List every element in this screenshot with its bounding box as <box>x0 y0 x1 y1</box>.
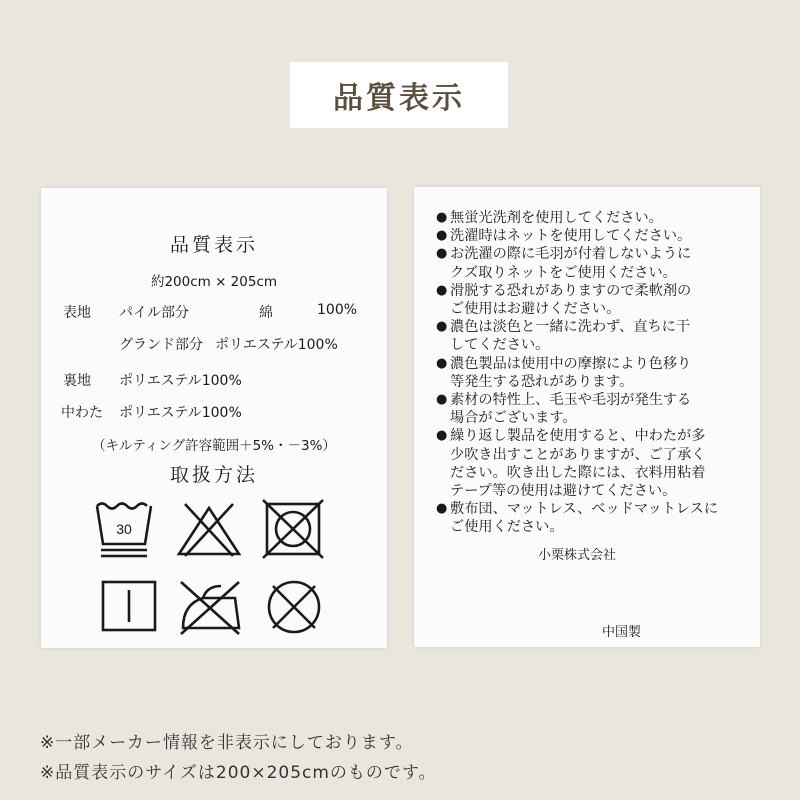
bullet-icon: ● <box>436 501 448 517</box>
care-instruction-text <box>450 282 691 318</box>
care-instruction-item <box>436 391 756 427</box>
care-title: 取扱方法 <box>169 464 258 486</box>
footnote-size-note: ※品質表示のサイズは200×205cmのものです。 <box>40 763 437 783</box>
no-dry-clean-icon <box>263 576 325 638</box>
ground-value: ポリエステル100% <box>215 337 338 353</box>
pile-material: 綿 <box>259 305 273 321</box>
care-instructions-list <box>436 209 756 537</box>
back-value: ポリエステル100% <box>119 373 242 389</box>
care-instruction-line: 等発生する恐れがあります。 <box>450 373 634 390</box>
pile-percent: 100% <box>317 302 358 318</box>
care-instruction-line: 敷布団、マットレス、ベッドマットレスに <box>450 501 719 518</box>
no-bleach-icon <box>175 502 243 558</box>
care-instruction-item <box>436 355 756 391</box>
label-title: 品質表示 <box>169 234 258 256</box>
wash-30-icon <box>93 500 155 560</box>
title-banner <box>290 62 508 128</box>
care-instruction-line: 滑脱する恐れがありますので柔軟剤の <box>450 282 692 299</box>
care-instruction-line: 繰り返し製品を使用すると、中わたが多 <box>450 428 706 445</box>
label-size: 約200cm × 205cm <box>150 274 278 290</box>
care-instruction-item <box>436 427 756 500</box>
care-instruction-item <box>436 282 756 318</box>
back-label: 裏地 <box>63 373 91 389</box>
bullet-icon: ● <box>436 246 448 262</box>
care-instruction-text <box>450 391 691 427</box>
bullet-icon: ● <box>436 428 448 444</box>
no-iron-icon <box>173 578 245 636</box>
bullet-icon: ● <box>436 282 448 298</box>
care-instruction-line: ださい。吹き出した際には、衣料用粘着 <box>450 464 706 481</box>
care-instruction-text <box>450 227 691 245</box>
country-of-origin: 中国製 <box>602 625 642 640</box>
care-instruction-item <box>436 209 756 227</box>
bullet-icon: ● <box>436 228 448 244</box>
care-instruction-line: 場合がございます。 <box>450 410 577 427</box>
care-instruction-line: 少吹き出すことがありますが、ご了承く <box>450 446 706 463</box>
no-tumble-dry-icon <box>261 498 325 560</box>
care-instruction-text <box>450 318 690 354</box>
care-instruction-item <box>436 500 756 536</box>
care-instruction-line: テープ等の使用は避けてください。 <box>450 483 677 500</box>
care-instruction-line: お洗濯の際に毛羽が付着しないように <box>450 246 692 263</box>
care-instruction-line: してください。 <box>450 337 550 354</box>
filling-value: ポリエステル100% <box>119 405 242 421</box>
care-instruction-line: 素材の特性上、毛玉や毛羽が発生する <box>450 392 692 409</box>
care-instruction-item <box>436 227 756 245</box>
quality-label-right <box>414 187 760 647</box>
care-instruction-line: 洗濯時はネットを使用してください。 <box>450 228 692 245</box>
filling-label: 中わた <box>61 405 103 421</box>
company-name: 小栗株式会社 <box>538 548 617 563</box>
line-dry-icon <box>99 578 159 634</box>
care-instruction-text <box>450 355 691 391</box>
care-instruction-item <box>436 245 756 281</box>
care-instruction-text <box>450 245 691 281</box>
bullet-icon: ● <box>436 319 448 335</box>
care-instruction-line: 無蛍光洗剤を使用してください。 <box>450 210 663 226</box>
care-instruction-item <box>436 318 756 354</box>
tolerance-note: （キルティング許容範囲＋5%・－3%） <box>92 438 336 454</box>
care-instruction-line: 濃色は淡色と一緒に洗わず、直ちに干 <box>450 319 691 336</box>
bullet-icon: ● <box>436 392 448 408</box>
footnote-hidden-info: ※一部メーカー情報を非表示にしております。 <box>40 733 414 753</box>
wash-temp-text: 30 <box>116 521 132 537</box>
quality-label-left <box>41 188 387 648</box>
care-instruction-line: ご使用はお避けください。 <box>450 301 621 318</box>
banner-title: 品質表示 <box>333 81 465 116</box>
care-instruction-text <box>450 427 705 500</box>
care-instruction-line: クズ取りネットをご使用ください。 <box>450 264 677 281</box>
surface-label: 表地 <box>63 305 91 321</box>
bullet-icon: ● <box>436 355 448 371</box>
bullet-icon: ● <box>436 210 448 225</box>
care-instruction-line: 濃色製品は使用中の摩擦により色移り <box>450 355 692 372</box>
pile-label: パイル部分 <box>119 305 189 321</box>
care-instruction-text <box>450 500 718 536</box>
care-instruction-line: ご使用ください。 <box>450 519 564 536</box>
ground-label: グランド部分 <box>119 337 203 353</box>
care-instruction-text <box>450 209 663 227</box>
